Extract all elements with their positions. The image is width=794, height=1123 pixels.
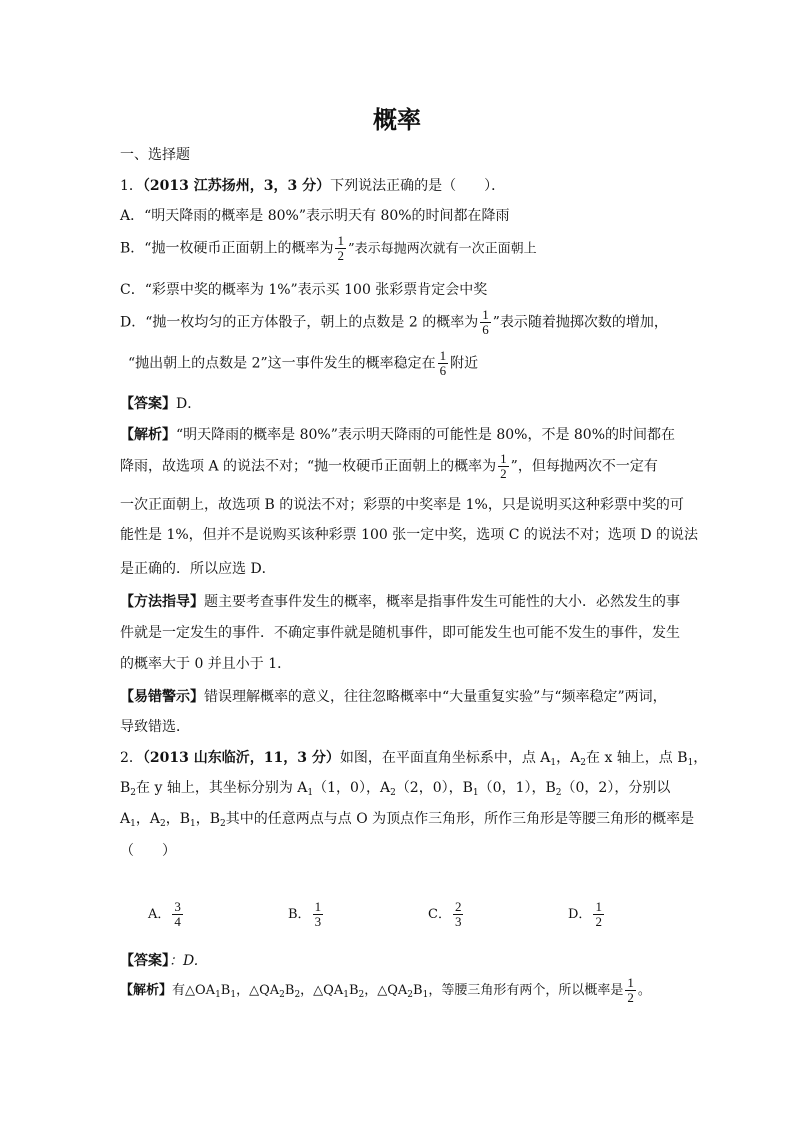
q2-option-b: B． $\frac{1}{3}$	[288, 899, 322, 929]
fraction: $\frac{1}{6}$	[439, 348, 447, 378]
q1-answer: 【答案】D．	[120, 396, 202, 412]
page-title: 概率	[373, 106, 421, 134]
fraction: $\frac{1}{2}$	[595, 899, 602, 929]
q1-option-a: A．“明天降雨的概率是 80%”表示明天有 80%的时间都在降雨	[120, 208, 510, 224]
q2-stem-3: $A_1$，$A_2$，$B_1$，$B_2$其中的任意两点与点 O 为顶点作三角形，所作三角形是等腰三角形的概率是	[120, 811, 695, 829]
q1-option-c: C．“彩票中奖的概率为 1%”表示买 100 张彩票肯定会中奖	[120, 282, 488, 298]
fraction: $\frac{2}{3}$	[454, 899, 462, 929]
q2-option-c: C． $\frac{2}{3}$	[428, 899, 462, 929]
fraction: $\frac{1}{2}$	[500, 451, 507, 481]
fraction: $\frac{1}{6}$	[482, 307, 489, 337]
q1-analysis-4: 能性是 1%，但并不是说购买该种彩票 100 张一定中奖，选项 C 的说法不对；选项 D 的说法	[120, 527, 699, 543]
q1-analysis-3: 一次正面朝上，故选项 B 的说法不对；彩票的中奖率是 1%，只是说明买这种彩票中奖的可	[120, 497, 684, 513]
q1-analysis-1: 【解析】“明天降雨的概率是 80%”表示明天降雨的可能性是 80%，不是 80%的时间都在	[120, 427, 676, 443]
q1-method-2: 件就是一定发生的事件．不确定事件就是随机事件，即可能发生也可能不发生的事件，发生	[120, 625, 680, 641]
q2-stem-4: （ ）	[120, 843, 176, 859]
q2-analysis: 【解析】有$\triangle OA_1B_1$，$\triangle QA_2B_2$，$\triangle QA_1B_2$，$\triangle QA_2B_1$，等腰三角形有两个，所以概率是 $\frac{1}{2}$ 。	[120, 975, 651, 1005]
q2-stem-1: 2．（2013 山东临沂，11，3 分）如图，在平面直角坐标系中，点 $A_1$，$A_2$在 x 轴上，点 $B_1$，	[120, 750, 708, 768]
q1-warning-2: 导致错选．	[120, 719, 190, 735]
q1-analysis-2: 降雨，故选项 A 的说法不对；“抛一枚硬币正面朝上的概率为 $\frac{1}{2}$ ”，但每抛两次不一定有	[120, 451, 658, 481]
q1-method-3: 的概率大于 0 并且小于 1．	[120, 656, 292, 672]
fraction: $\frac{1}{2}$	[337, 233, 344, 263]
q2-stem-2: $B_2$在 y 轴上，其坐标分别为 $A_1(1$，0），$A_2(2$，0），$B_1(0$，1），$B_2(0$，2），分别以	[120, 780, 671, 798]
q1-method-1: 【方法指导】题主要考查事件发生的概率，概率是指事件发生可能性的大小．必然发生的事	[120, 594, 680, 610]
q1-option-b: B．“抛一枚硬币正面朝上的概率为 $\frac{1}{2}$ ”表示每抛两次就有一次正面朝上	[120, 233, 537, 263]
q1-analysis-5: 是正确的．所以应选 D．	[120, 561, 276, 577]
q1-option-d-cont: “抛出朝上的点数是 2”这一事件发生的概率稳定在 $\frac{1}{6}$ 附近	[128, 348, 479, 378]
q2-answer: 【答案】：D.	[120, 953, 199, 969]
fraction: $\frac{1}{2}$	[627, 975, 634, 1005]
q2-option-d: D． $\frac{1}{2}$	[568, 899, 602, 929]
q1-stem: 1．（2013 江苏扬州，3，3 分）下列说法正确的是（ ）．	[120, 178, 506, 194]
q2-option-a: A． $\frac{3}{4}$	[148, 899, 181, 929]
fraction: $\frac{3}{4}$	[174, 899, 181, 929]
section-heading: 一、选择题	[120, 147, 190, 163]
q1-warning-1: 【易错警示】错误理解概率的意义，往往忽略概率中“大量重复实验”与“频率稳定”两词，	[120, 689, 667, 705]
fraction: $\frac{1}{3}$	[314, 899, 322, 929]
q1-option-d: D．“抛一枚均匀的正方体骰子，朝上的点数是 2 的概率为 $\frac{1}{6}$ ”表示随着抛掷次数的增加，	[120, 307, 668, 337]
